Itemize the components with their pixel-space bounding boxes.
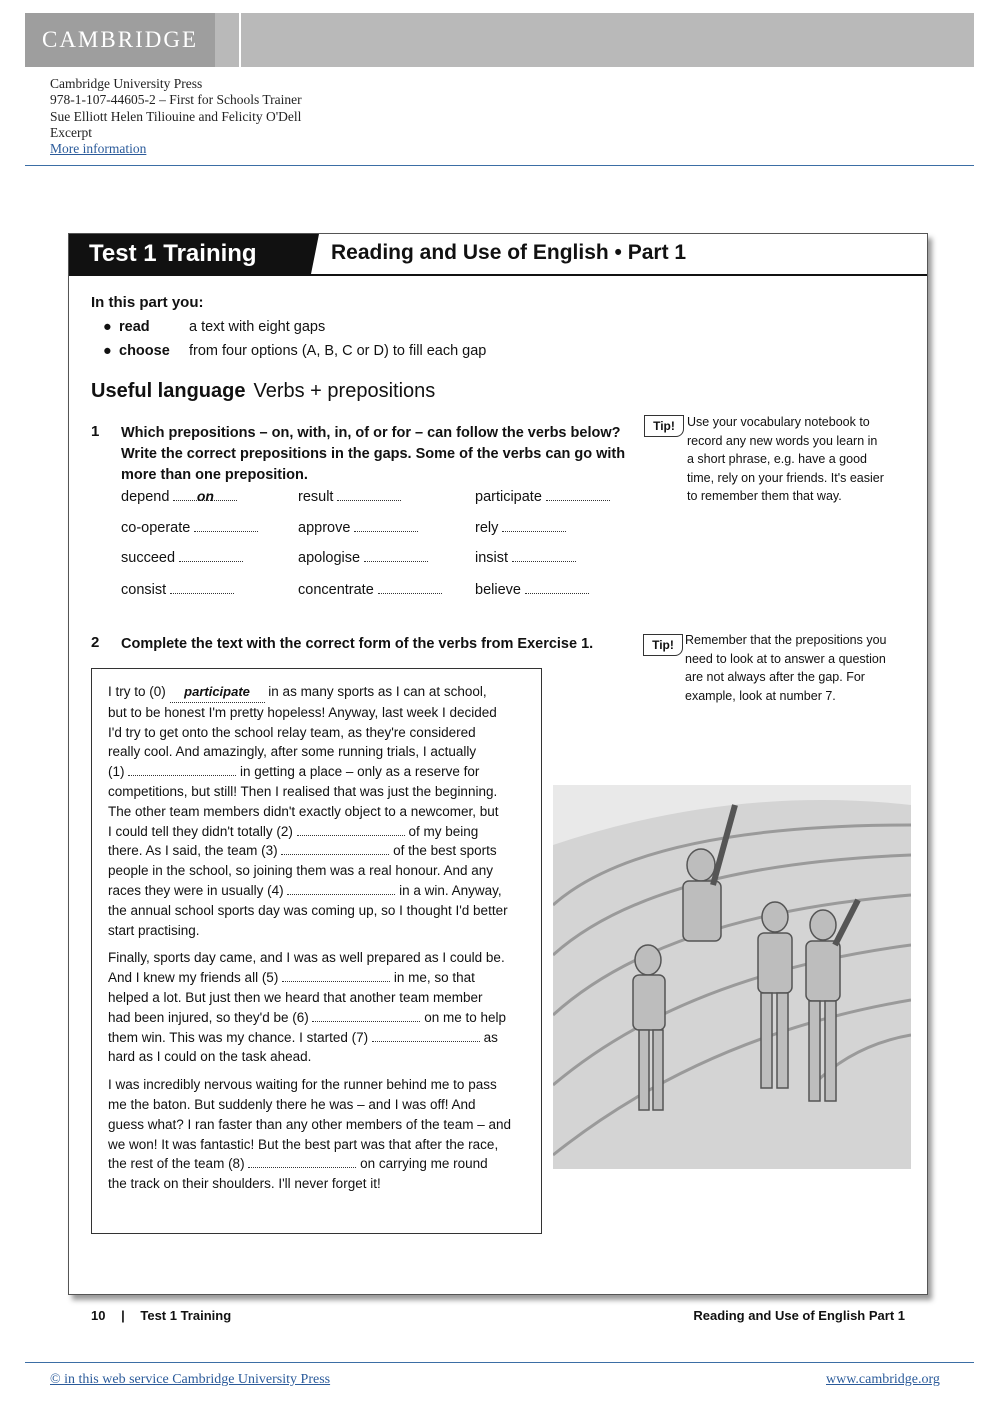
passage-text: (1) xyxy=(108,764,125,780)
verb-label: depend xyxy=(121,489,170,505)
footer-divider: | xyxy=(121,1308,125,1323)
passage-text: I'd try to get onto the school relay team, as they're considered xyxy=(108,724,476,740)
more-information-link[interactable]: More information xyxy=(50,141,147,157)
exercise-1-number: 1 xyxy=(91,423,100,440)
answer-gap-6[interactable] xyxy=(312,1009,420,1022)
answer-gap[interactable] xyxy=(170,581,234,594)
banner-divider xyxy=(239,13,241,67)
authors: Sue Elliott Helen Tiliouine and Felicity O'Dell xyxy=(50,108,302,124)
verb-item xyxy=(475,581,589,598)
bullet-choose xyxy=(103,343,486,359)
verb-item xyxy=(121,549,243,566)
exercise-2-number: 2 xyxy=(91,634,100,651)
passage-text: the rest of the team (8) xyxy=(108,1156,245,1172)
bullet-dot-icon: ● xyxy=(103,343,112,359)
page-title-section: Test 1 Training xyxy=(69,234,311,274)
book-metadata xyxy=(50,76,302,157)
passage-text: on me to help xyxy=(424,1009,507,1025)
copyright-footer xyxy=(50,1372,330,1388)
answer-gap[interactable] xyxy=(194,519,258,532)
passage-text: hard as I could on the task ahead. xyxy=(108,1049,312,1065)
tip-line: need to look at to answer a question xyxy=(685,651,886,666)
website-footer xyxy=(826,1372,940,1388)
footer-rule xyxy=(25,1362,974,1363)
tip-line: Remember that the prepositions you xyxy=(685,633,887,647)
verb-item xyxy=(298,519,418,536)
example-answer: on xyxy=(196,488,214,504)
verb-label: consist xyxy=(121,582,167,598)
passage-text: The other team members didn't exactly object to a newcomer, but xyxy=(108,803,499,819)
passage-text: of the best sports xyxy=(393,843,497,859)
answer-gap[interactable] xyxy=(502,519,566,532)
passage-text: I could tell they didn't totally (2) xyxy=(108,823,293,839)
verb-item xyxy=(475,519,566,536)
title-rule xyxy=(69,274,927,276)
question-line: more than one preposition. xyxy=(121,467,308,483)
passage-text: races they were in usually (4) xyxy=(108,882,284,898)
answer-gap[interactable] xyxy=(337,488,401,501)
tip-line: time, rely on your friends. It's easier xyxy=(687,470,884,485)
bullet-verb: read xyxy=(119,319,150,335)
answer-gap[interactable] xyxy=(179,549,243,562)
verb-item xyxy=(121,488,237,505)
answer-gap-5[interactable] xyxy=(282,969,390,982)
verb-label: result xyxy=(298,489,334,505)
answer-gap[interactable] xyxy=(354,519,418,532)
tip-line: Use your vocabulary notebook to xyxy=(687,415,870,429)
useful-label: Useful language xyxy=(91,380,246,402)
passage-text: as xyxy=(483,1029,498,1045)
verb-item xyxy=(475,488,610,505)
verb-item xyxy=(298,581,442,598)
passage-text: in getting a place – only as a reserve for xyxy=(240,764,480,780)
verb-label: participate xyxy=(475,489,542,505)
tip-1-text xyxy=(687,413,884,506)
verb-label: believe xyxy=(475,582,521,598)
verb-label: apologise xyxy=(298,550,361,566)
passage-text: I try to (0) xyxy=(108,684,166,699)
verb-item xyxy=(298,488,401,505)
passage-text: in a win. Anyway, xyxy=(399,882,502,898)
page-title-part: Reading and Use of English • Part 1 xyxy=(331,241,687,264)
question-line: Write the correct prepositions in the gaps. Some of the verbs can go with xyxy=(121,446,626,462)
reading-passage xyxy=(108,682,526,1202)
answer-gap-2[interactable] xyxy=(297,823,405,836)
title-tab-corner xyxy=(311,234,319,274)
cambridge-logo: CAMBRIDGE xyxy=(25,13,215,67)
paragraph-3 xyxy=(108,1075,526,1194)
verb-label: concentrate xyxy=(298,582,374,598)
bullet-read xyxy=(103,319,325,335)
bullet-text: from four options (A, B, C or D) to fill each gap xyxy=(189,343,487,359)
answer-gap-3[interactable] xyxy=(281,842,389,855)
passage-text: the annual school sports day was coming up, so I thought I'd better xyxy=(108,902,508,918)
page-footer-right: Reading and Use of English Part 1 xyxy=(693,1308,905,1323)
answer-gap-4[interactable] xyxy=(287,882,395,895)
passage-text: them win. This was my chance. I started (7) xyxy=(108,1029,369,1045)
answer-gap-1[interactable] xyxy=(128,763,236,776)
answer-gap[interactable] xyxy=(378,581,442,594)
running-track-image xyxy=(553,785,911,1169)
passage-text: there. As I said, the team (3) xyxy=(108,843,278,859)
answer-gap[interactable] xyxy=(512,549,576,562)
header-rule xyxy=(25,165,974,166)
passage-text: we won! It was fantastic! But the best part was that after the race, xyxy=(108,1136,499,1152)
answer-gap[interactable] xyxy=(525,581,589,594)
answer-gap[interactable] xyxy=(364,549,428,562)
isbn-title: 978-1-107-44605-2 – First for Schools Trainer xyxy=(50,92,302,108)
passage-text: I was incredibly nervous waiting for the runner behind me to pass xyxy=(108,1077,497,1093)
answer-gap-8[interactable] xyxy=(248,1155,356,1168)
answer-gap[interactable] xyxy=(546,488,610,501)
verb-label: co-operate xyxy=(121,520,191,536)
paragraph-2 xyxy=(108,948,526,1067)
verb-label: succeed xyxy=(121,550,176,566)
passage-text: start practising. xyxy=(108,922,200,938)
excerpt-label: Excerpt xyxy=(50,124,92,140)
relay-team-illustration xyxy=(553,785,911,1169)
tip-line: are not always after the gap. For xyxy=(685,670,865,684)
passage-text: me the baton. But suddenly there he was – and I was off! And xyxy=(108,1096,476,1112)
tip-line: record any new words you learn in xyxy=(687,433,878,448)
useful-topic: Verbs + prepositions xyxy=(253,380,436,402)
paragraph-1 xyxy=(108,682,526,940)
verb-item xyxy=(475,549,576,566)
tip-2-text xyxy=(685,631,887,705)
copyright-link[interactable]: © in this web service Cambridge University Press xyxy=(50,1372,331,1387)
book-page xyxy=(68,233,928,1323)
exercise-1-question xyxy=(121,423,625,486)
passage-text: but to be honest I'm pretty hopeless! Anyway, last week I decided xyxy=(108,704,497,720)
passage-text: on carrying me round xyxy=(360,1156,488,1172)
passage-text: in me, so that xyxy=(393,970,475,986)
passage-text: helped a lot. But just then we heard that another team member xyxy=(108,989,483,1005)
answer-gap-7[interactable] xyxy=(372,1029,480,1042)
passage-text: of my being xyxy=(408,823,479,839)
example-answer-gap: participate xyxy=(170,682,265,703)
page-footer-left xyxy=(91,1308,231,1323)
verb-label: rely xyxy=(475,520,499,536)
website-link[interactable]: www.cambridge.org xyxy=(826,1372,940,1387)
passage-text: guess what? I ran faster than any other members of the team – and xyxy=(108,1116,511,1132)
passage-text: the track on their shoulders. I'll never forget it! xyxy=(108,1176,381,1192)
passage-text: Finally, sports day came, and I was as well prepared as I could be. xyxy=(108,950,505,966)
passage-text: competitions, but still! Then I realised that was just the beginning. xyxy=(108,783,498,799)
bullet-text: a text with eight gaps xyxy=(189,319,326,335)
publisher-name: Cambridge University Press xyxy=(50,76,203,91)
verb-label: approve xyxy=(298,520,351,536)
question-line: Which prepositions – on, with, in, of or for – can follow the verbs below? xyxy=(121,425,621,441)
footer-section: Test 1 Training xyxy=(140,1308,232,1323)
exercise-2-question: Complete the text with the correct form of the verbs from Exercise 1. xyxy=(121,636,594,652)
bullet-verb: choose xyxy=(119,343,170,359)
tip-line: example, look at number 7. xyxy=(685,688,836,703)
verb-item xyxy=(298,549,428,566)
useful-language-heading xyxy=(91,380,435,403)
intro-heading: In this part you: xyxy=(91,294,204,311)
verb-item xyxy=(121,581,234,598)
tip-badge: Tip! xyxy=(644,415,684,437)
passage-text: And I knew my friends all (5) xyxy=(108,970,279,986)
publisher-banner xyxy=(25,13,974,67)
tip-badge: Tip! xyxy=(643,634,683,656)
passage-text: people in the school, so joining them was a real honour. And any xyxy=(108,863,494,879)
tip-line: to remember them that way. xyxy=(687,489,842,503)
page-number: 10 xyxy=(91,1308,106,1323)
passage-text: had been injured, so they'd be (6) xyxy=(108,1009,309,1025)
tip-line: a short phrase, e.g. have a good xyxy=(687,452,867,466)
passage-text: in as many sports as I can at school, xyxy=(268,684,487,699)
verb-item xyxy=(121,519,258,536)
bullet-dot-icon: ● xyxy=(103,319,112,335)
answer-gap[interactable] xyxy=(173,488,237,504)
passage-text: really cool. And amazingly, after some running trials, I actually xyxy=(108,744,477,760)
verb-label: insist xyxy=(475,550,509,566)
